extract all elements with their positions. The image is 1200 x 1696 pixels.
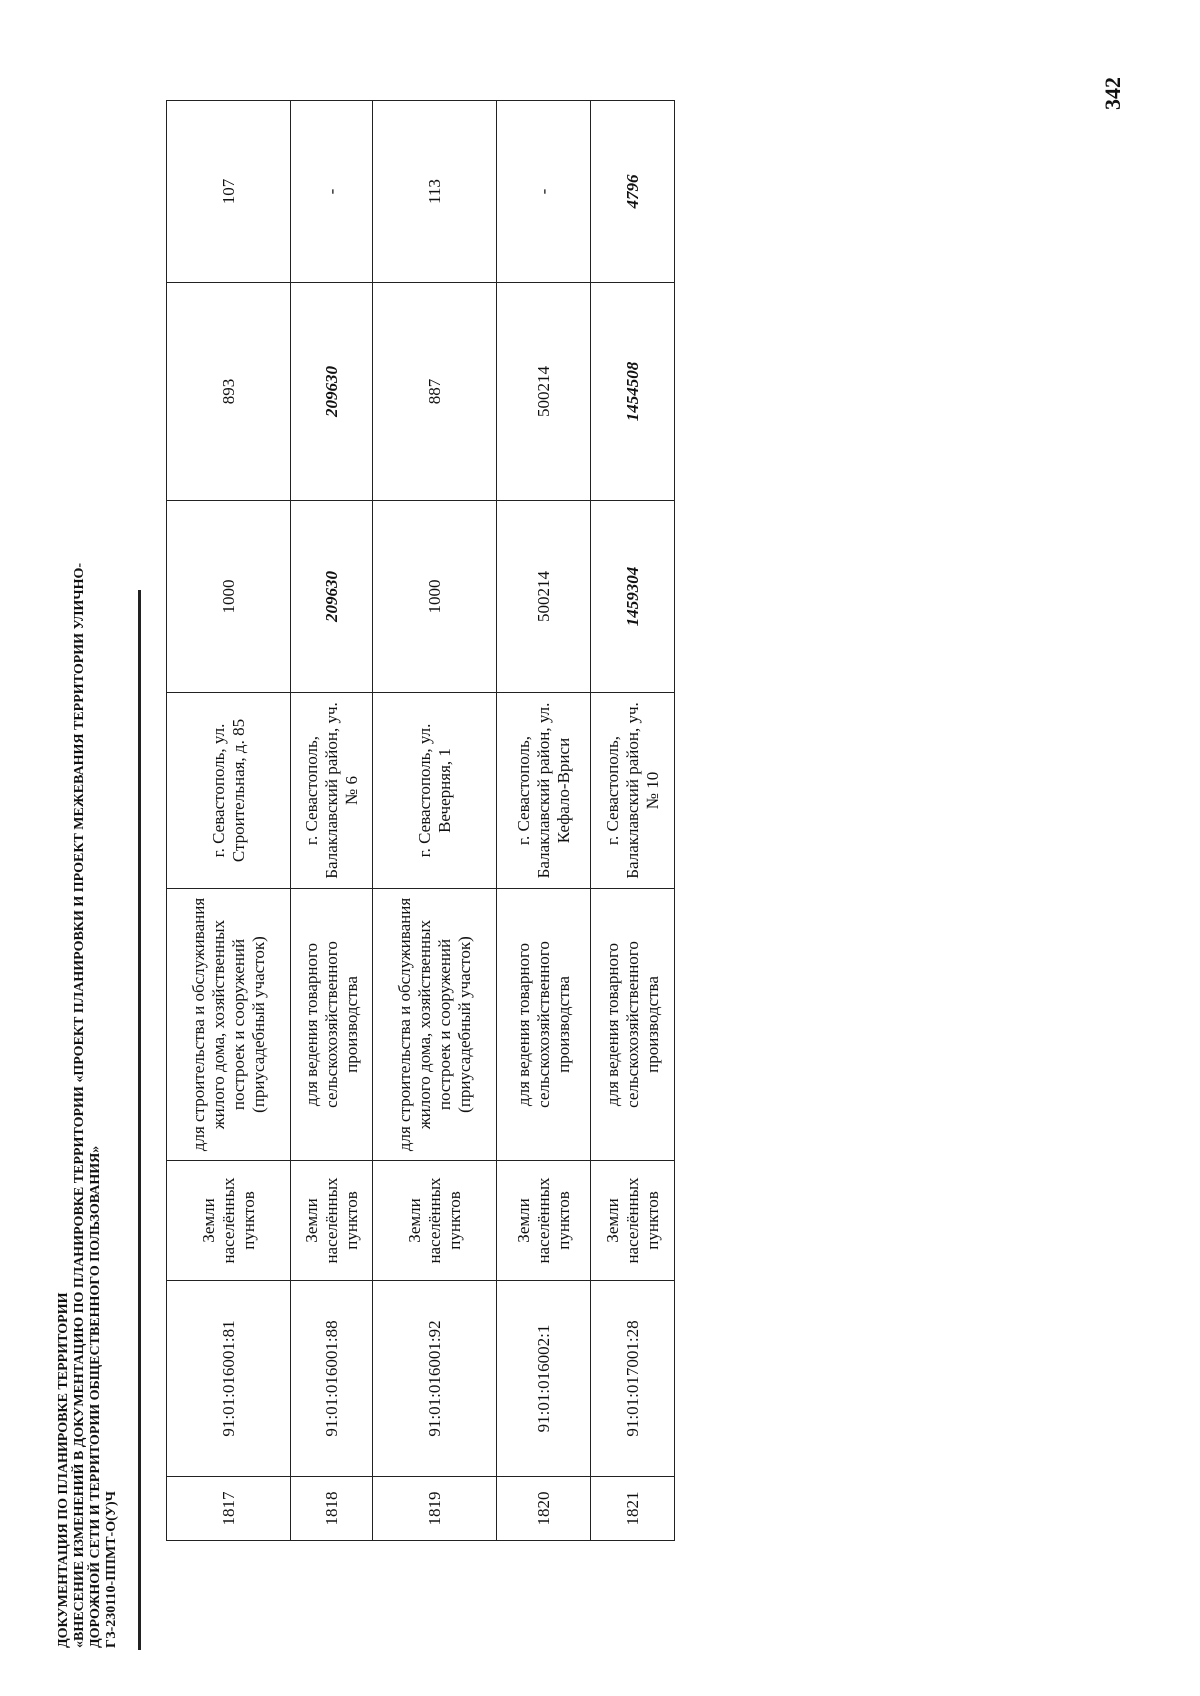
permitted-use-cell: для ведения товарного сельскохозяйственного производства [291, 889, 373, 1161]
land-category-cell: Земли населённых пунктов [373, 1161, 497, 1281]
area-calculated-cell: 500214 [497, 283, 591, 501]
area-difference-cell: 113 [373, 101, 497, 283]
address-cell: г. Севастополь, Балаклавский район, ул. Кефало-Вриси [497, 693, 591, 889]
permitted-use-cell: для ведения товарного сельскохозяйственного производства [591, 889, 675, 1161]
row-number-cell: 1821 [591, 1477, 675, 1541]
table-row [591, 101, 675, 1541]
permitted-use-cell: для ведения товарного сельскохозяйственного производства [497, 889, 591, 1161]
area-calculated-cell: 1454508 [591, 283, 675, 501]
row-number-cell: 1817 [167, 1477, 291, 1541]
area-calculated-cell: 887 [373, 283, 497, 501]
row-number-cell: 1820 [497, 1477, 591, 1541]
table-row [167, 101, 291, 1541]
table-row [497, 101, 591, 1541]
area-documented-cell: 209630 [291, 501, 373, 693]
document-header [56, 562, 120, 1648]
header-line: ДОКУМЕНТАЦИЯ ПО ПЛАНИРОВКЕ ТЕРРИТОРИИ [56, 1292, 71, 1648]
cadastral-number-cell: 91:01:017001:28 [591, 1281, 675, 1477]
cadastral-number-cell: 91:01:016001:81 [167, 1281, 291, 1477]
address-cell: г. Севастополь, ул. Строительная, д. 85 [167, 693, 291, 889]
area-documented-cell: 500214 [497, 501, 591, 693]
header-line: ГЗ-230110-ППМТ-О(У)Ч [104, 1491, 119, 1648]
area-calculated-cell: 893 [167, 283, 291, 501]
table-row [373, 101, 497, 1541]
cadastral-number-cell: 91:01:016002:1 [497, 1281, 591, 1477]
address-cell: г. Севастополь, ул. Вечерняя, 1 [373, 693, 497, 889]
table-row [291, 101, 373, 1541]
row-number-cell: 1818 [291, 1477, 373, 1541]
table-body [167, 101, 675, 1541]
land-category-cell: Земли населённых пунктов [167, 1161, 291, 1281]
address-cell: г. Севастополь, Балаклавский район, уч. № 6 [291, 693, 373, 889]
area-documented-cell: 1000 [167, 501, 291, 693]
permitted-use-cell: для строительства и обслуживания жилого дома, хозяйственных построек и сооружений (приусадебный участок) [167, 889, 291, 1161]
row-number-cell: 1819 [373, 1477, 497, 1541]
address-cell: г. Севастополь, Балаклавский район, уч. № 10 [591, 693, 675, 889]
area-difference-cell: - [291, 101, 373, 283]
land-plots-table [166, 100, 675, 1541]
header-line: ДОРОЖНОЙ СЕТИ И ТЕРРИТОРИИ ОБЩЕСТВЕННОГО ПОЛЬЗОВАНИЯ» [88, 1145, 103, 1648]
land-category-cell: Земли населённых пунктов [591, 1161, 675, 1281]
header-line: «ВНЕСЕНИЕ ИЗМЕНЕНИЙ В ДОКУМЕНТАЦИЮ ПО ПЛАНИРОВКЕ ТЕРРИТОРИИ «ПРОЕКТ ПЛАНИРОВКИ И ПРОЕКТ МЕЖЕВАНИЯ ТЕРРИТОРИИ УЛИЧНО- [72, 562, 87, 1648]
area-documented-cell: 1459304 [591, 501, 675, 693]
area-difference-cell: - [497, 101, 591, 283]
area-documented-cell: 1000 [373, 501, 497, 693]
area-difference-cell: 4796 [591, 101, 675, 283]
cadastral-number-cell: 91:01:016001:92 [373, 1281, 497, 1477]
header-divider [138, 590, 141, 1650]
land-category-cell: Земли населённых пунктов [497, 1161, 591, 1281]
cadastral-number-cell: 91:01:016001:88 [291, 1281, 373, 1477]
area-difference-cell: 107 [167, 101, 291, 283]
area-calculated-cell: 209630 [291, 283, 373, 501]
page-number: 342 [1100, 77, 1125, 110]
permitted-use-cell: для строительства и обслуживания жилого дома, хозяйственных построек и сооружений (приусадебный участок) [373, 889, 497, 1161]
land-category-cell: Земли населённых пунктов [291, 1161, 373, 1281]
